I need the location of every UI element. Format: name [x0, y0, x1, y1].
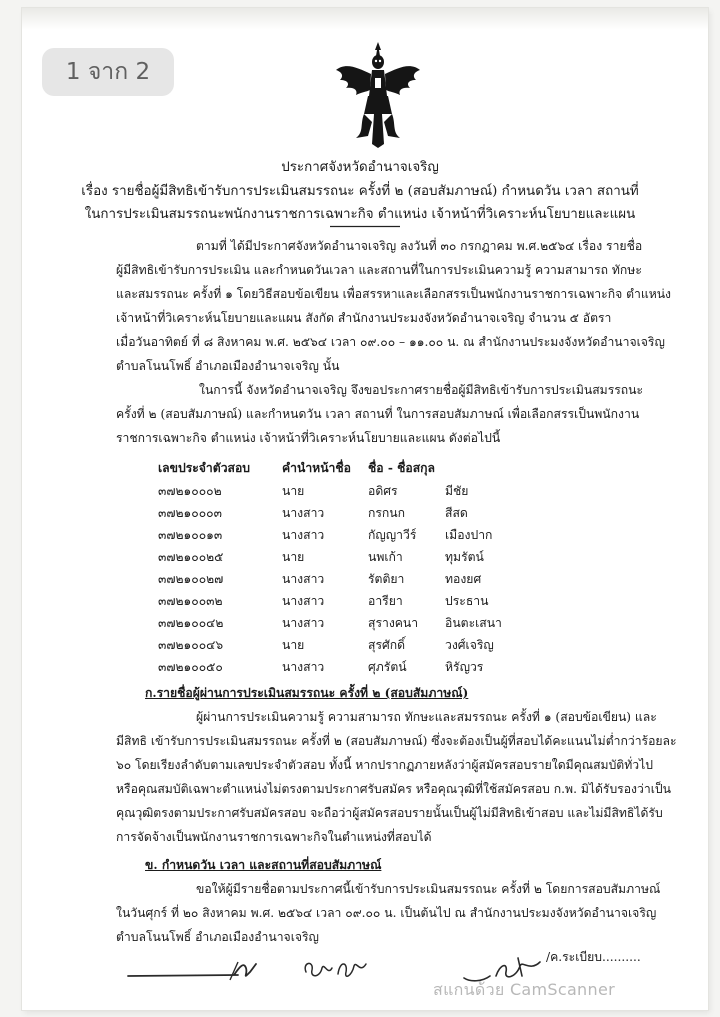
first-name: สุรางคนา — [368, 616, 419, 630]
name-prefix: นาย — [282, 638, 305, 652]
exam-id: ๓๗๒๑๐๐๐๓ — [158, 506, 222, 520]
section-b-line: ตำบลโนนโพธิ์ อำเภอเมืองอำนาจเจริญ — [116, 930, 319, 944]
first-name: รัตติยา — [368, 572, 405, 586]
announcement-title: ประกาศจังหวัดอำนาจเจริญ — [281, 160, 439, 175]
signature-left — [126, 958, 261, 986]
exam-id: ๓๗๒๑๐๐๔๒ — [158, 616, 224, 630]
para1-line: เจ้าหน้าที่วิเคราะห์นโยบายและแผน สังกัด สำนักงานประมงจังหวัดอำนาจเจริญ จำนวน ๕ อัตรา — [116, 311, 612, 325]
name-prefix: นางสาว — [282, 594, 325, 608]
last-name: เมืองปาก — [445, 528, 493, 542]
last-name: หิรัญวร — [445, 660, 484, 674]
section-b-line: ขอให้ผู้มีรายชื่อตามประกาศนี้เข้ารับการประเมินสมรรถนะ ครั้งที่ ๒ โดยการสอบสัมภาษณ์ — [196, 882, 661, 896]
first-name: กรกนก — [368, 506, 406, 520]
para1-line: ตามที่ ได้มีประกาศจังหวัดอำนาจเจริญ ลงวันที่ ๓๐ กรกฎาคม พ.ศ.๒๕๖๔ เรื่อง รายชื่อ — [196, 239, 643, 253]
first-name: ศุภรัตน์ — [368, 660, 407, 674]
exam-id: ๓๗๒๑๐๐๒๕ — [158, 550, 224, 564]
section-b-heading: ข. กำหนดวัน เวลา และสถานที่สอบสัมภาษณ์ — [145, 858, 382, 872]
first-name: อารียา — [368, 594, 403, 608]
last-name: ทุมรัตน์ — [445, 550, 484, 564]
subject-line-1: เรื่อง รายชื่อผู้มีสิทธิเข้ารับการประเมินสมรรถนะ ครั้งที่ ๒ (สอบสัมภาษณ์) กำหนดวัน เวลา สถานที่ — [81, 184, 639, 199]
name-prefix: นาย — [282, 550, 305, 564]
garuda-emblem — [334, 40, 422, 150]
name-prefix: นางสาว — [282, 572, 325, 586]
subject-line-2: ในการประเมินสมรรถนะพนักงานราชการเฉพาะกิจ ตำแหน่ง เจ้าหน้าที่วิเคราะห์นโยบายและแผน — [84, 207, 636, 222]
last-name: สีสด — [445, 506, 468, 520]
section-a-line: หรือคุณสมบัติเฉพาะตำแหน่งไม่ตรงตามประกาศรับสมัคร หรือคุณวุฒิที่ใช้สมัครสอบ ก.พ. มิได้รับรองว่าเป็น — [116, 782, 671, 796]
para1-line: ตำบลโนนโพธิ์ อำเภอเมืองอำนาจเจริญ นั้น — [116, 359, 340, 373]
para1-line: ผู้มีสิทธิเข้ารับการประเมิน และกำหนดวันเวลา และสถานที่ในการประเมินความรู้ ความสามารถ ทักษะ — [116, 263, 642, 277]
page-top-shadow — [22, 8, 708, 30]
continuation-marker: /ค.ระเบียบ.......... — [546, 950, 641, 964]
para2-line: ในการนี้ จังหวัดอำนาจเจริญ จึงขอประกาศรายชื่อผู้มีสิทธิเข้ารับการประเมินสมรรถนะ — [199, 383, 644, 397]
exam-id: ๓๗๒๑๐๐๔๖ — [158, 638, 224, 652]
section-a-heading: ก.รายชื่อผู้ผ่านการประเมินสมรรถนะ ครั้งที่ ๒ (สอบสัมภาษณ์) — [145, 686, 469, 700]
table-header-prefix: คำนำหน้าชื่อ — [282, 461, 351, 475]
para2-line: ครั้งที่ ๒ (สอบสัมภาษณ์) และกำหนดวัน เวลา สถานที่ ในการสอบสัมภาษณ์ เพื่อเลือกสรรเป็นพนักงาน — [116, 407, 640, 421]
para1-line: เมื่อวันอาทิตย์ ที่ ๘ สิงหาคม พ.ศ. ๒๕๖๔ เวลา ๐๙.๐๐ – ๑๑.๐๐ น. ณ สำนักงานประมงจังหวัดอำนาจเจริญ — [116, 335, 665, 349]
last-name: วงศ์เจริญ — [445, 638, 494, 652]
first-name: นพเก้า — [368, 550, 403, 564]
last-name: อินตะเสนา — [445, 616, 502, 630]
exam-id: ๓๗๒๑๐๐๓๒ — [158, 594, 223, 608]
section-b-line: ในวันศุกร์ ที่ ๒๐ สิงหาคม พ.ศ. ๒๕๖๔ เวลา ๐๙.๐๐ น. เป็นต้นไป ณ สำนักงานประมงจังหวัดอำนาจเจริญ — [116, 906, 657, 920]
exam-id: ๓๗๒๑๐๐๐๒ — [158, 484, 222, 498]
exam-id: ๓๗๒๑๐๐๒๗ — [158, 572, 224, 586]
table-header-exam-id: เลขประจำตัวสอบ — [158, 461, 251, 475]
section-a-line: คุณวุฒิตรงตามประกาศรับสมัครสอบ จะถือว่าผู้สมัครสอบรายนั้นเป็นผู้ไม่มีสิทธิเข้าสอบ และไม่มีสิทธิได้รับ — [116, 806, 663, 820]
para2-line: ราชการเฉพาะกิจ ตำแหน่ง เจ้าหน้าที่วิเคราะห์นโยบายและแผน ดังต่อไปนี้ — [116, 431, 501, 445]
section-a-line: ๖๐ โดยเรียงลำดับตามเลขประจำตัวสอบ ทั้งนี้ หากปรากฏภายหลังว่าผู้สมัครสอบรายใดมีคุณสมบัติทั่วไป — [116, 758, 653, 772]
name-prefix: นางสาว — [282, 506, 325, 520]
last-name: มีชัย — [445, 484, 469, 498]
name-prefix: นางสาว — [282, 660, 325, 674]
section-a-line: การจัดจ้างเป็นพนักงานราชการเฉพาะกิจในตำแหน่งที่สอบได้ — [116, 830, 432, 844]
section-a-line: ผู้ผ่านการประเมินความรู้ ความสามารถ ทักษะและสมรรถนะ ครั้งที่ ๑ (สอบข้อเขียน) และ — [196, 710, 657, 724]
table-header-name: ชื่อ - ชื่อสกุล — [368, 461, 436, 475]
first-name: สุรศักดิ์ — [368, 638, 406, 652]
exam-id: ๓๗๒๑๐๐๑๓ — [158, 528, 223, 542]
last-name: ทองยศ — [445, 572, 482, 586]
exam-id: ๓๗๒๑๐๐๕๐ — [158, 660, 223, 674]
page-indicator-badge[interactable]: 1 จาก 2 — [42, 48, 174, 96]
first-name: กัญญาวีร์ — [368, 528, 417, 542]
name-prefix: นางสาว — [282, 616, 325, 630]
signature-middle — [300, 956, 372, 984]
name-prefix: นางสาว — [282, 528, 325, 542]
last-name: ประธาน — [445, 594, 489, 608]
camscanner-watermark: สแกนด้วย CamScanner — [433, 980, 615, 999]
section-a-line: มีสิทธิ เข้ารับการประเมินสมรรถนะ ครั้งที่ ๒ (สอบสัมภาษณ์) ซึ่งจะต้องเป็นผู้ที่สอบได้คะแนนไม่ต่ำกว่าร้อยละ — [116, 734, 677, 748]
para1-line: และสมรรถนะ ครั้งที่ ๑ โดยวิธีสอบข้อเขียน เพื่อสรรหาและเลือกสรรเป็นพนักงานราชการเฉพาะกิจ ตำแหน่ง — [116, 287, 672, 301]
name-prefix: นาย — [282, 484, 305, 498]
first-name: อดิศร — [368, 484, 398, 498]
title-rule — [330, 225, 400, 228]
